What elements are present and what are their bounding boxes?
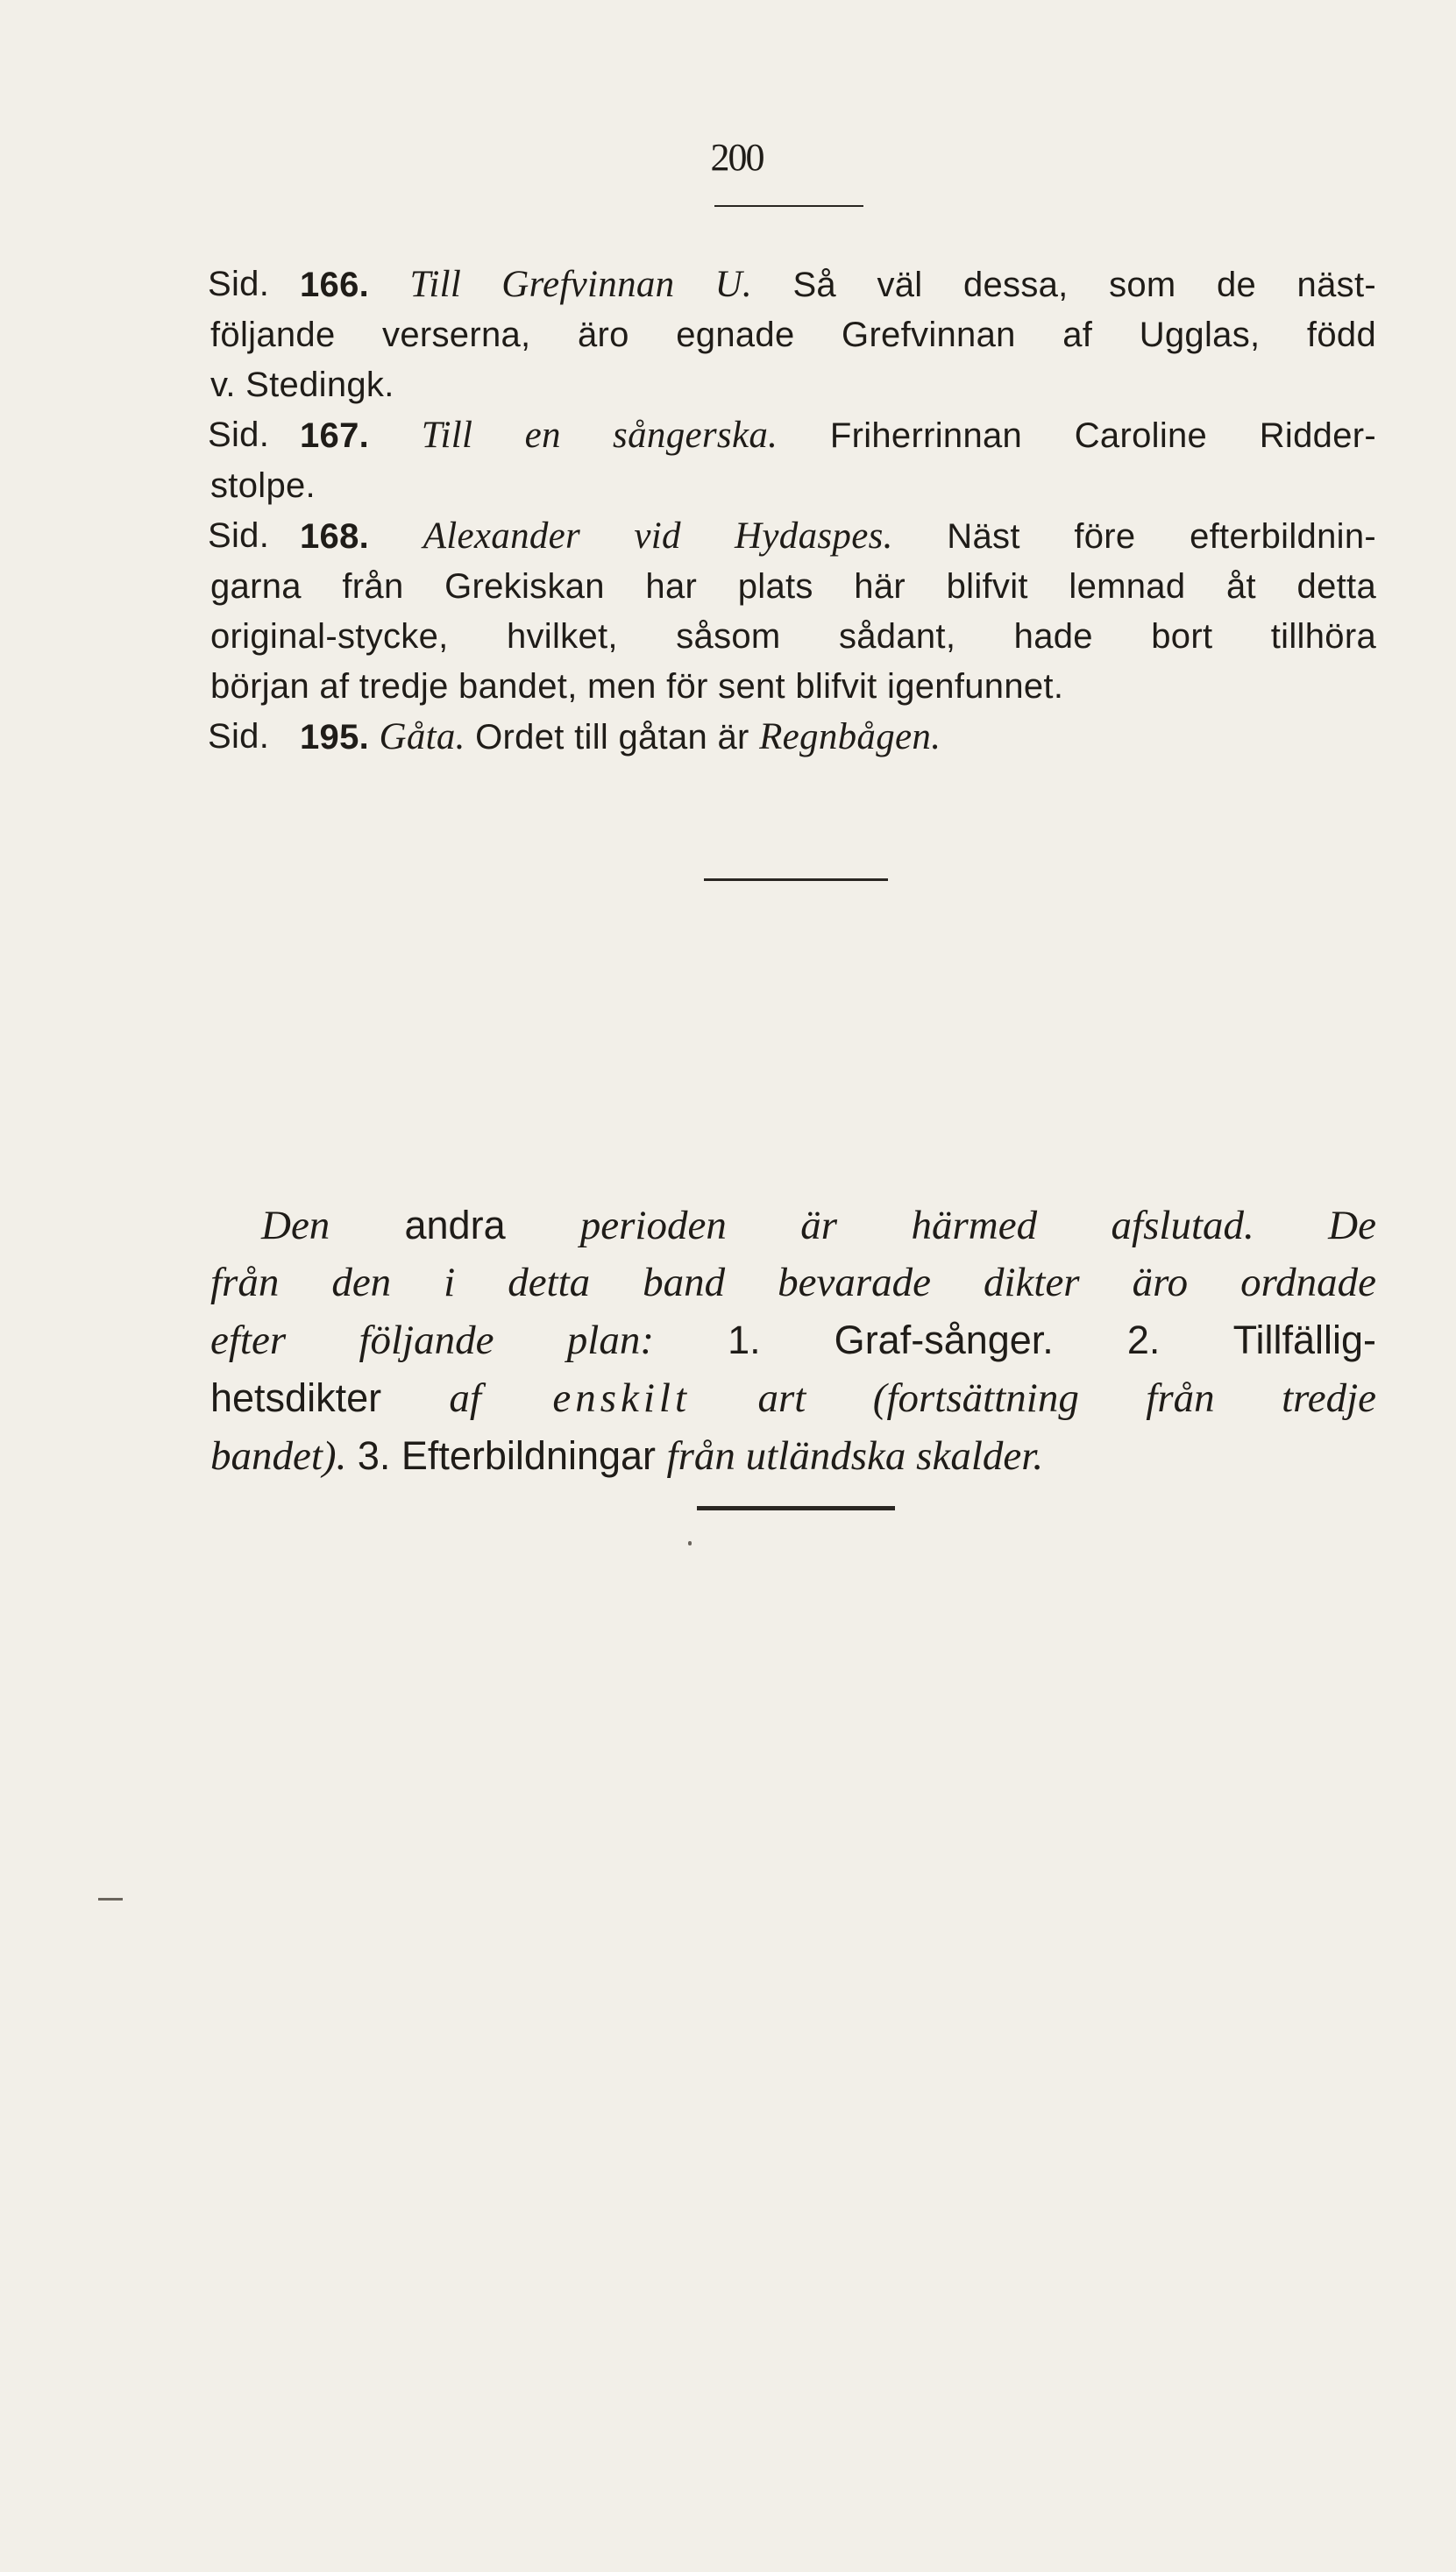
note-line [210, 562, 1376, 612]
note-page-number: 166. [300, 266, 370, 304]
note-title: Till Grefvinnan U. [409, 264, 752, 305]
note-line [210, 461, 1376, 511]
note-text: följande verserna, äro egnade Grefvinnan af Ugglas, född [210, 316, 1376, 354]
paragraph-text: 3. Efterbildningar [346, 1433, 667, 1478]
print-speck [688, 1541, 692, 1545]
note-text: v. Stedingk. [210, 366, 394, 404]
note-text [369, 718, 379, 757]
note-entry [210, 712, 1376, 763]
note-entry [210, 410, 1376, 511]
section-divider [704, 878, 888, 881]
note-entry [210, 259, 1376, 410]
note-page-number: 168. [300, 517, 370, 556]
paragraph-text: enskilt [480, 1375, 692, 1421]
paragraph-text: efter följande plan: [210, 1318, 655, 1363]
note-text: Näst före efterbildnin- [892, 517, 1376, 556]
note-line [210, 360, 1376, 410]
page-number: 200 [710, 136, 764, 179]
paragraph-text: 1. Graf-sånger. 2. Tillfällig- [654, 1318, 1377, 1362]
paragraph-line [210, 1369, 1376, 1427]
paragraph-text: art (fortsättning från tredje [691, 1375, 1376, 1421]
paragraph-text: från utländska skalder. [666, 1433, 1044, 1479]
note-text: Friherrinnan Caroline Ridder- [778, 416, 1376, 455]
note-line [210, 612, 1376, 662]
paragraph-text: från den i detta band bevarade dikter äro ordnade [210, 1260, 1376, 1305]
note-text [369, 517, 423, 556]
note-text: början af tredje bandet, men för sent blifvit igenfunnet. [210, 667, 1064, 706]
note-sid-label: Sid. [208, 416, 270, 454]
paragraph-text: hetsdikter [210, 1375, 450, 1420]
paragraph-text: af [449, 1375, 481, 1421]
note-sid-label: Sid. [208, 516, 270, 555]
period-closing-paragraph [210, 1197, 1376, 1485]
closing-rule [697, 1506, 895, 1510]
note-text [369, 266, 409, 304]
note-text: garna från Grekiskan har plats här blifvit lemnad åt detta [210, 567, 1376, 606]
paragraph-line [210, 1311, 1376, 1369]
note-sid-label: Sid. [208, 265, 270, 303]
note-entry [210, 511, 1376, 712]
paragraph-line [210, 1254, 1376, 1311]
note-line [210, 259, 1376, 310]
note-title: Regnbågen. [759, 716, 941, 757]
note-page-number: 195. [300, 718, 370, 757]
paragraph-line [210, 1197, 1376, 1254]
note-page-number: 167. [300, 416, 370, 455]
note-text: Ordet till gåtan är [465, 718, 760, 757]
note-text [369, 416, 422, 455]
header-rule [714, 205, 863, 207]
paragraph-text: Den [261, 1203, 330, 1248]
paragraph-line [210, 1427, 1376, 1485]
note-line [210, 662, 1376, 712]
note-line [210, 511, 1376, 562]
note-title: Till en sångerska. [421, 415, 778, 456]
note-sid-label: Sid. [208, 717, 270, 756]
paragraph-text: perioden är härmed afslutad. De [579, 1203, 1376, 1248]
note-title: Alexander vid Hydaspes. [423, 515, 893, 557]
note-line [210, 310, 1376, 360]
note-text: Så väl dessa, som de näst- [751, 266, 1376, 304]
note-text: stolpe. [210, 466, 316, 505]
notes-section [210, 259, 1376, 763]
note-text: original-stycke, hvilket, såsom sådant, hade bort tillhöra [210, 617, 1376, 656]
note-line [210, 410, 1376, 461]
note-title: Gåta. [379, 716, 465, 757]
paragraph-text: bandet). [210, 1433, 347, 1479]
note-line [210, 712, 1376, 763]
paragraph-text: andra [330, 1203, 580, 1247]
margin-mark [98, 1898, 123, 1901]
